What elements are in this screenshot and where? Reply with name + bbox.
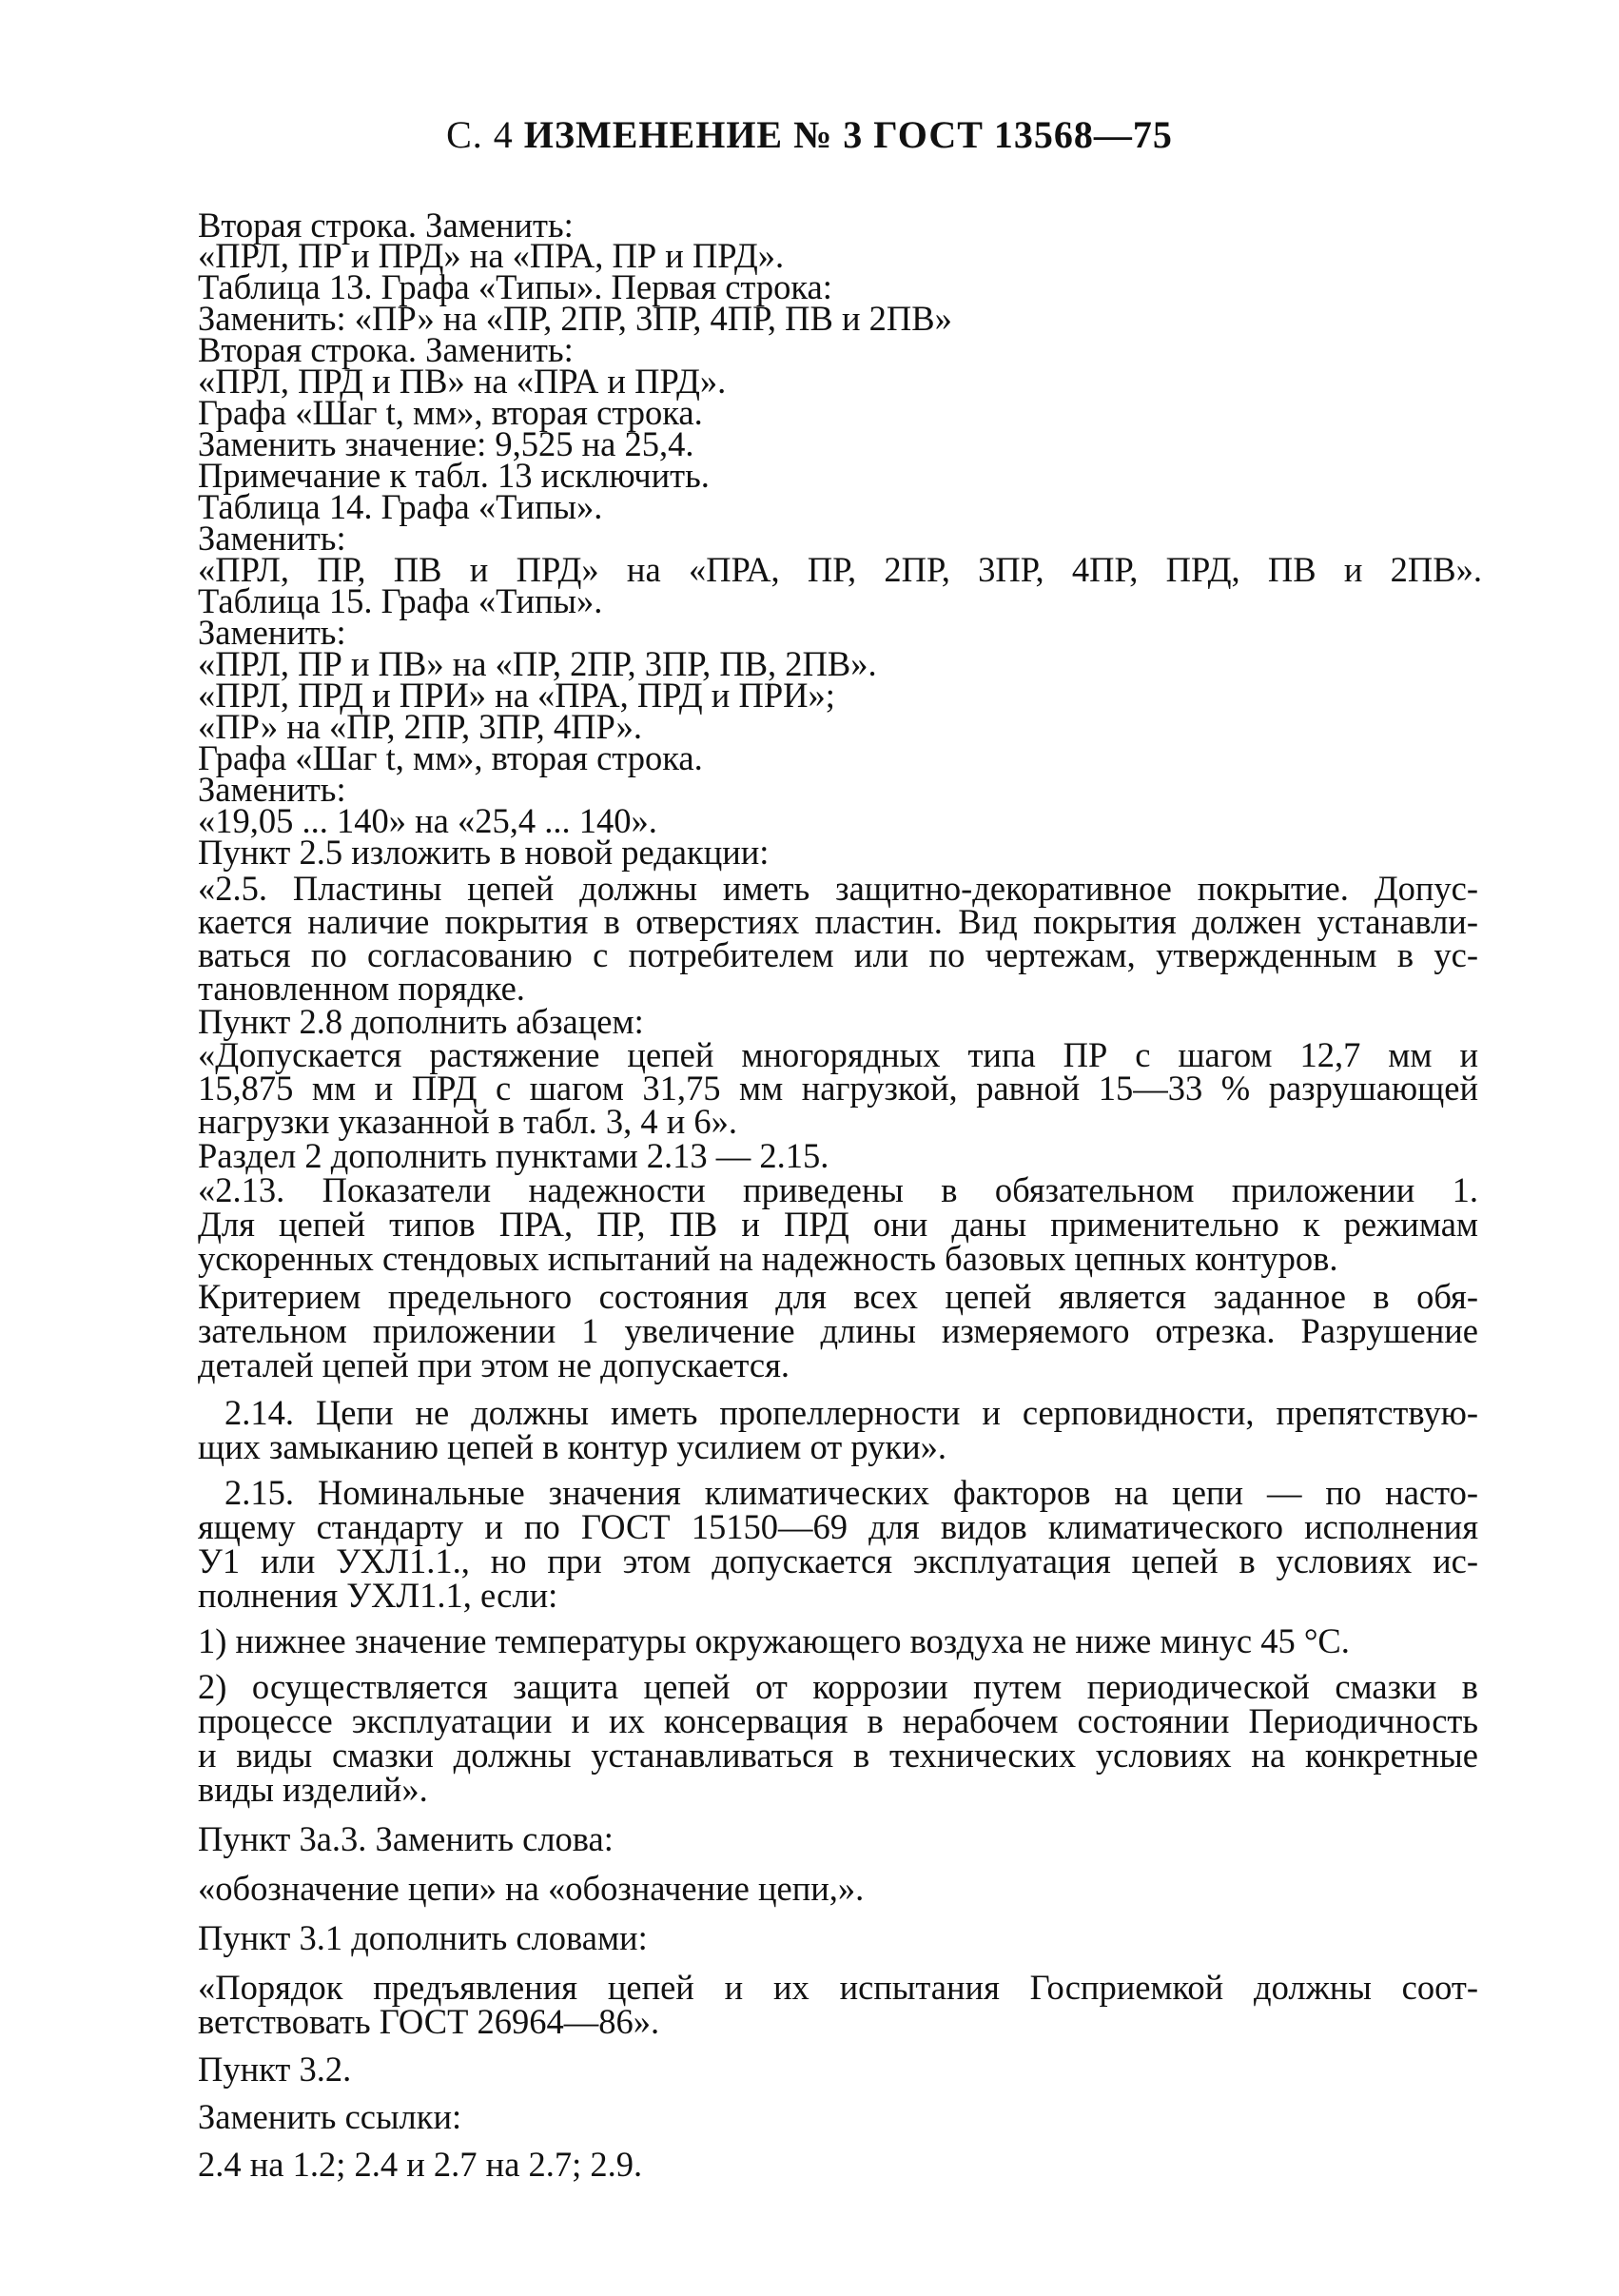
text-line: Графа «Шаг t, мм», вторая строка. [198, 738, 703, 777]
text-line: «ПР» на «ПР, 2ПР, 3ПР, 4ПР». [198, 707, 643, 746]
text-line: «ПРЛ, ПР и ПВ» на «ПР, 2ПР, 3ПР, ПВ, 2ПВ». [198, 644, 877, 683]
text-line: «обозначение цепи» на «обозначение цепи,». [198, 1869, 865, 1908]
text-line: Заменить: «ПР» на «ПР, 2ПР, 3ПР, 4ПР, ПВ и 2ПВ» [198, 299, 952, 338]
text-line: ящему стандарту и по ГОСТ 15150—69 для видов климатического исполнения [198, 1507, 1478, 1546]
text-line: деталей цепей при этом не допускается. [198, 1345, 790, 1384]
text-line: «ПРЛ, ПР, ПВ и ПРД» на «ПРА, ПР, 2ПР, 3ПР, 4ПР, ПРД, ПВ и 2ПВ». [198, 550, 1482, 589]
document-title: ИЗМЕНЕНИЕ № 3 ГОСТ 13568—75 [523, 113, 1173, 156]
text-line: Примечание к табл. 13 исключить. [198, 456, 710, 495]
text-line: Пункт 3а.3. Заменить слова: [198, 1819, 614, 1858]
text-line: нагрузки указанной в табл. 3, 4 и 6». [198, 1102, 737, 1141]
text-line: зательном приложении 1 увеличение длины измеряемого отрезка. Разрушение [198, 1311, 1478, 1350]
text-line: Раздел 2 дополнить пунктами 2.13 — 2.15. [198, 1136, 829, 1175]
text-line: «ПРЛ, ПРД и ПВ» на «ПРА и ПРД». [198, 362, 727, 401]
text-line: ветствовать ГОСТ 26964—86». [198, 2002, 660, 2041]
page-header [0, 112, 1619, 157]
text-line: ваться по согласованию с потребителем или по чертежам, утвержденным в ус- [198, 935, 1478, 974]
text-line: «2.13. Показатели надежности приведены в обязательном приложении 1. [198, 1170, 1478, 1209]
text-line: Для цепей типов ПРА, ПР, ПВ и ПРД они даны применительно к режимам [198, 1205, 1478, 1244]
text-line: 2.15. Номинальные значения климатических факторов на цепи — по насто- [224, 1473, 1478, 1512]
text-line: Графа «Шаг t, мм», вторая строка. [198, 393, 703, 432]
text-line: Критерием предельного состояния для всех цепей является заданное в обя- [198, 1277, 1478, 1316]
text-line: Пункт 3.2. [198, 2050, 352, 2089]
text-line: 1) нижнее значение температуры окружающего воздуха не ниже минус 45 °С. [198, 1621, 1350, 1660]
text-line: «ПРЛ, ПРД и ПРИ» на «ПРА, ПРД и ПРИ»; [198, 676, 835, 715]
text-line: «Допускается растяжение цепей многорядных типа ПР с шагом 12,7 мм и [198, 1035, 1478, 1074]
text-line: «2.5. Пластины цепей должны иметь защитно-декоративное покрытие. Допус- [198, 869, 1478, 908]
text-line: ускоренных стендовых испытаний на надежность базовых цепных контуров. [198, 1239, 1338, 1278]
page-number: С. 4 [446, 113, 514, 156]
text-line: «19,05 ... 140» на «25,4 ... 140». [198, 801, 657, 840]
text-line: процессе эксплуатации и их консервация в нерабочем состоянии Периодичность [198, 1701, 1478, 1740]
text-line: Таблица 14. Графа «Типы». [198, 487, 603, 526]
text-line: полнения УХЛ1.1, если: [198, 1576, 558, 1615]
text-line: Заменить: [198, 770, 346, 809]
text-line: Вторая строка. Заменить: [198, 330, 574, 369]
text-line: Таблица 13. Графа «Типы». Первая строка: [198, 267, 832, 306]
text-line: Таблица 15. Графа «Типы». [198, 581, 603, 620]
text-line: Заменить: [198, 613, 346, 652]
text-line: Заменить значение: 9,525 на 25,4. [198, 424, 694, 463]
text-line: кается наличие покрытия в отверстиях пластин. Вид покрытия должен устанавли- [198, 902, 1478, 941]
text-line: тановленном порядке. [198, 969, 525, 1008]
text-line: 15,875 мм и ПРД с шагом 31,75 мм нагрузкой, равной 15—33 % разрушающей [198, 1069, 1478, 1108]
text-line: Заменить: [198, 519, 346, 558]
text-line: Пункт 2.8 дополнить абзацем: [198, 1002, 644, 1041]
text-line: Пункт 3.1 дополнить словами: [198, 1918, 648, 1957]
text-line: «ПРЛ, ПР и ПРД» на «ПРА, ПР и ПРД». [198, 236, 785, 275]
text-line: Вторая строка. Заменить: [198, 206, 574, 245]
text-line: и виды смазки должны устанавливаться в технических условиях на конкретные [198, 1736, 1478, 1775]
text-line: 2) осуществляется защита цепей от коррозии путем периодической смазки в [198, 1667, 1478, 1706]
text-line: Заменить ссылки: [198, 2097, 462, 2136]
text-line: щих замыканию цепей в контур усилием от руки». [198, 1427, 946, 1466]
text-line: У1 или УХЛ1.1., но при этом допускается эксплуатация цепей в условиях ис- [198, 1541, 1478, 1580]
text-line: Пункт 2.5 изложить в новой редакции: [198, 833, 770, 872]
text-line: 2.4 на 1.2; 2.4 и 2.7 на 2.7; 2.9. [198, 2145, 643, 2184]
text-line: «Порядок предъявления цепей и их испытания Госприемкой должны соот- [198, 1968, 1478, 2007]
text-line: 2.14. Цепи не должны иметь пропеллерности и серповидности, препятствую- [224, 1393, 1478, 1432]
text-line: виды изделий». [198, 1770, 428, 1809]
